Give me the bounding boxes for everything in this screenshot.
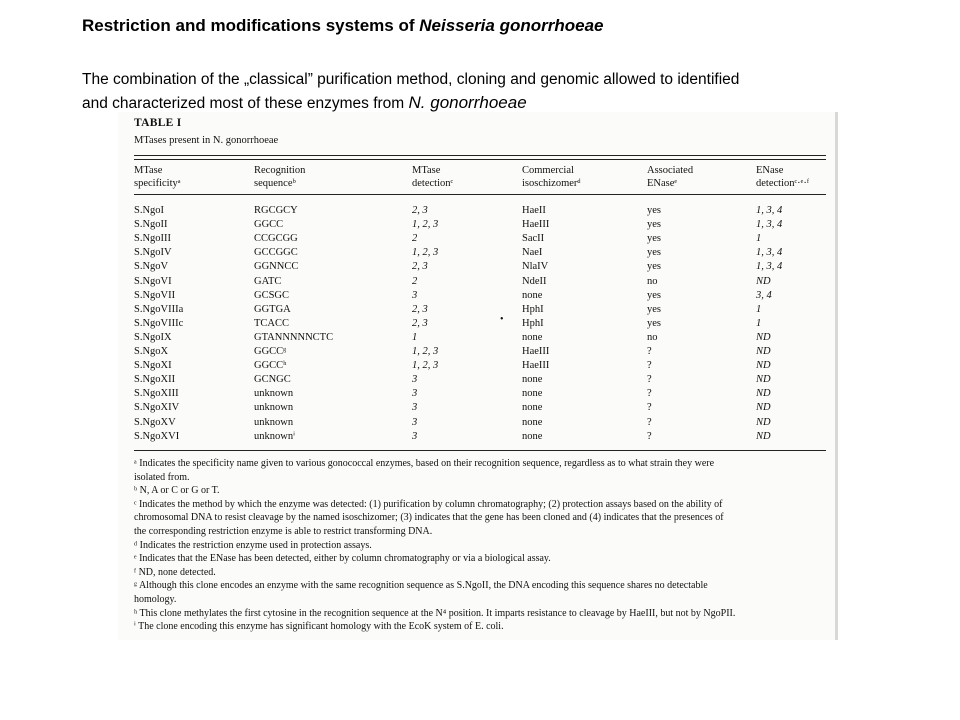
table-cell: 3: [412, 388, 418, 400]
table-row: [118, 289, 838, 303]
intro-paragraph: [82, 68, 882, 115]
table-cell: S.NgoIX: [134, 331, 172, 343]
intro-species: N. gonorrhoeae: [408, 93, 527, 112]
table-row: [118, 331, 838, 345]
table-cell: unknown: [254, 402, 294, 414]
table-cell: ?: [647, 346, 652, 357]
table-cell: 3: [412, 430, 418, 442]
table-cell: 3: [412, 402, 418, 414]
table-cell: 2: [412, 275, 418, 287]
footnote-line: homology.: [134, 593, 177, 605]
table-cell: ?: [647, 416, 652, 428]
footnote-line: ᵇ N, A or C or G or T.: [134, 485, 220, 497]
table-cell: GCNGC: [254, 374, 291, 386]
table-cell: 3: [412, 416, 418, 428]
table-cell: HaeIII: [522, 219, 550, 231]
table-cell: HaeII: [522, 205, 546, 216]
table-cell: 3: [412, 374, 418, 386]
table-cell: unknownⁱ: [254, 430, 295, 442]
table-cell: ND: [756, 402, 771, 414]
table-top-rule-2: [134, 159, 826, 160]
table-cell: 1, 3, 4: [756, 219, 783, 231]
slide-title: [82, 16, 942, 36]
table-cell: none: [522, 331, 543, 343]
table-cell: none: [522, 374, 543, 386]
table-cell: ?: [647, 374, 652, 386]
table-cell: 1, 2, 3: [412, 247, 439, 259]
table-cell: 1: [412, 331, 418, 343]
title-text: Restriction and modifications systems of: [82, 16, 420, 35]
footnote-line: isolated from.: [134, 471, 190, 483]
table-row: [118, 359, 838, 373]
table-cell: S.NgoXVI: [134, 430, 180, 442]
table-cell: none: [522, 402, 543, 414]
table-cell: GCCGGC: [254, 247, 298, 259]
table-cell: yes: [647, 289, 661, 301]
table-cell: 1, 3, 4: [756, 205, 783, 216]
table-cell: HaeIII: [522, 360, 550, 372]
table-cell: 1: [756, 303, 762, 315]
table-cell: unknown: [254, 388, 294, 400]
table-cell: HaeIII: [522, 346, 550, 357]
table-cell: ?: [647, 360, 652, 372]
intro-line-2: and characterized most of these enzymes from N. gonorrhoeae: [82, 93, 527, 112]
table-cell: none: [522, 289, 543, 301]
table-cell: 1: [756, 317, 762, 329]
footnote-line: chromosomal DNA to resist cleavage by the named isoschizomer; (3) indicates that the gene has been cloned and (4) indicates that the presences of: [134, 512, 724, 524]
table-row: [118, 275, 838, 289]
table-cell: S.NgoXI: [134, 360, 172, 372]
table-cell: NdeII: [522, 275, 547, 287]
table-cell: ND: [756, 346, 771, 357]
table-cell: GTANNNNNCTC: [254, 331, 334, 343]
table-cell: GGCC: [254, 219, 284, 231]
table-cell: S.NgoVII: [134, 289, 176, 301]
table-cell: ?: [647, 402, 652, 414]
table-scan-image: TABLE I MTases present in N. gonorrhoeae MTase specificityᵃ Recognition sequenceᵇ MTase detectionᶜ Commercial isoschizomerᵈ Associated ENaseᵉ ENase detectionᶜ·ᵉ·ᶠ S.NgoI RGCGCY 2, 3 HaeII yes 1, 3, 4 S.NgoII GGCC 1, 2, 3 HaeIII yes 1, 3, 4 S.NgoIII CCGCGG 2 SacII yes 1 S.NgoIV GCCGGC 1, 2, 3 NaeI yes 1, 3, 4 S.NgoV GGNNCC 2, 3 NlaIV yes 1, 3, 4 S.NgoVI GATC 2 NdeII no ND S.NgoVII GCSGC 3 none yes 3, 4 S.NgoVIIIa GGTGA 2, 3 HphI yes 1 S.NgoVIIIc TCACC 2, 3 HphI yes 1 S.NgoIX GTANNNNNCTC 1 none no ND S.NgoX GGCCᵍ 1, 2, 3 HaeIII ? ND S.NgoXI GGCCʰ 1, 2, 3 HaeIII ? ND S.NgoXII GCNGC 3 none ? ND S.NgoXIII unknown 3 none ? ND S.NgoXIV unknown 3 none ? ND S.NgoXV unknown 3 none ? ND S.NgoXVI unknownⁱ 3 none ? ND • ᵃ Indicates the specificity name given to various gonococcal enzymes, based on their recognition sequence, regardless as to what strain they were isolated from. ᵇ N, A or C or G or T. ᶜ Indicates the method by which the enzyme was detected: (1) purification by column chromatography; (2) protection assays based on the ability of chromosomal DNA to resist cleavage by the named isoschizomer; (3) indicates that the gene has been cloned and (4) indicates that the presences of the corresponding restriction enzyme is able to restrict transforming DNA. ᵈ Indicates the restriction enzyme used in protection assays. ᵉ Indicates that the ENase has been detected, either by column chromatography or via a biological assay. ᶠ ND, none detected. ᵍ Although this clone encodes an enzyme with the same recognition sequence as S.NgoII, the DNA encoding this sequence shares no detectable homology. ʰ This clone methylates the first cytosine in the recognition sequence at the N⁴ position. It imparts resistance to cleavage by HaeIII, but not by NgoPII. ⁱ The clone encoding this enzyme has significant homology with the EcoK system of E. coli.: [118, 112, 838, 640]
table-cell: yes: [647, 317, 661, 329]
table-cell: S.NgoVIIIc: [134, 317, 184, 329]
table-cell: ND: [756, 275, 771, 287]
table-cell: yes: [647, 233, 661, 245]
table-cell: S.NgoII: [134, 219, 168, 231]
table-caption: MTases present in N. gonorrhoeae: [134, 135, 279, 146]
table-bottom-rule: [134, 450, 826, 451]
footnote-line: ⁱ The clone encoding this enzyme has significant homology with the EcoK system of E. coli.: [134, 621, 504, 633]
table-row: [118, 218, 838, 232]
table-cell: RGCGCY: [254, 205, 298, 216]
table-row: [118, 303, 838, 317]
table-cell: NaeI: [522, 247, 543, 259]
table-cell: ND: [756, 416, 771, 428]
table-cell: GGNNCC: [254, 261, 299, 273]
column-header: Recognition sequenceᵇ: [254, 165, 306, 189]
table-cell: none: [522, 430, 543, 442]
table-row: [118, 246, 838, 260]
table-row: [118, 373, 838, 387]
table-row: [118, 387, 838, 401]
table-cell: yes: [647, 261, 661, 273]
footnote-line: ᶠ ND, none detected.: [134, 566, 216, 578]
table-cell: SacII: [522, 233, 545, 245]
table-cell: ND: [756, 331, 771, 343]
table-cell: S.NgoXV: [134, 416, 176, 428]
table-cell: S.NgoI: [134, 205, 165, 216]
table-cell: HphI: [522, 317, 544, 329]
footnote-line: ᵍ Although this clone encodes an enzyme with the same recognition sequence as S.NgoII, the DNA encoding this sequence shares no detectable: [134, 580, 708, 592]
table-cell: 1, 2, 3: [412, 219, 439, 231]
table-cell: GATC: [254, 275, 282, 287]
table-cell: 2, 3: [412, 317, 428, 329]
table-cell: S.NgoV: [134, 261, 169, 273]
table-cell: 3, 4: [756, 289, 772, 301]
table-row: [118, 317, 838, 331]
table-cell: 1, 3, 4: [756, 247, 783, 259]
table-cell: ND: [756, 374, 771, 386]
table-cell: 2, 3: [412, 303, 428, 315]
table-cell: unknown: [254, 416, 294, 428]
footnote-line: ᵃ Indicates the specificity name given to various gonococcal enzymes, based on their recognition sequence, regardless as to what strain they were: [134, 458, 715, 469]
table-cell: NlaIV: [522, 261, 549, 273]
footnote-line: ᵉ Indicates that the ENase has been detected, either by column chromatography or via a biological assay.: [134, 553, 551, 565]
table-cell: yes: [647, 205, 661, 216]
table-row: [118, 345, 838, 359]
table-cell: none: [522, 388, 543, 400]
table-cell: S.NgoIV: [134, 247, 172, 259]
table-cell: TCACC: [254, 317, 290, 329]
table-cell: ?: [647, 430, 652, 442]
table-row: [118, 416, 838, 430]
table-header-rule: [134, 194, 826, 195]
column-header: Commercial isoschizomerᵈ: [522, 165, 581, 189]
table-cell: yes: [647, 219, 661, 231]
title-species: Neisseria gonorrhoeae: [419, 16, 604, 35]
table-cell: GGCCᵍ: [254, 346, 287, 357]
table-cell: S.NgoVIIIa: [134, 303, 184, 315]
intro-line-1: The combination of the „classical” purification method, cloning and genomic allowed to identified: [82, 71, 740, 88]
table-cell: no: [647, 275, 658, 287]
table-cell: 1, 2, 3: [412, 360, 439, 372]
table-top-rule: [134, 155, 826, 156]
table-row: [118, 232, 838, 246]
column-header: ENase detectionᶜ·ᵉ·ᶠ: [756, 165, 810, 189]
table-cell: GCSGC: [254, 289, 290, 301]
table-cell: yes: [647, 303, 661, 315]
column-header: MTase specificityᵃ: [134, 165, 181, 189]
table-cell: 2, 3: [412, 205, 428, 216]
table-cell: no: [647, 331, 658, 343]
table-cell: S.NgoXII: [134, 374, 176, 386]
table-cell: 3: [412, 289, 418, 301]
table-cell: GGTGA: [254, 303, 291, 315]
table-row: [118, 260, 838, 274]
footnote-line: ᶜ Indicates the method by which the enzyme was detected: (1) purification by column chromatography; (2) protection assays based on the ability of: [134, 498, 723, 510]
table-cell: S.NgoVI: [134, 275, 172, 287]
table-cell: 1: [756, 233, 762, 245]
table-cell: 2, 3: [412, 261, 428, 273]
table-cell: CCGCGG: [254, 233, 298, 245]
table-cell: S.NgoXIII: [134, 388, 179, 400]
table-cell: 2: [412, 233, 418, 245]
table-heading: TABLE I: [134, 117, 182, 129]
table-cell: 1, 2, 3: [412, 346, 439, 357]
column-header: MTase detectionᶜ: [412, 165, 454, 189]
footnote-line: the corresponding restriction enzyme is able to restrict transforming DNA.: [134, 525, 433, 537]
table-row: [118, 401, 838, 415]
table-cell: S.NgoXIV: [134, 402, 180, 414]
table-row: [118, 204, 838, 218]
footnote-line: ʰ This clone methylates the first cytosine in the recognition sequence at the N⁴ position. It imparts resistance to cleavage by HaeIII, but not by NgoPII.: [134, 607, 736, 619]
table-cell: GGCCʰ: [254, 360, 287, 372]
table-cell: ND: [756, 360, 771, 372]
table-cell: ND: [756, 388, 771, 400]
column-header: Associated ENaseᵉ: [647, 165, 694, 189]
table-cell: S.NgoX: [134, 346, 169, 357]
table-cell: 1, 3, 4: [756, 261, 783, 273]
table-cell: ?: [647, 388, 652, 400]
table-row: [118, 430, 838, 444]
table-cell: S.NgoIII: [134, 233, 172, 245]
table-cell: ND: [756, 430, 771, 442]
table-cell: HphI: [522, 303, 544, 315]
table-cell: yes: [647, 247, 661, 259]
footnote-line: ᵈ Indicates the restriction enzyme used in protection assays.: [134, 539, 372, 551]
table-cell: none: [522, 416, 543, 428]
table-footnotes: [134, 457, 828, 634]
